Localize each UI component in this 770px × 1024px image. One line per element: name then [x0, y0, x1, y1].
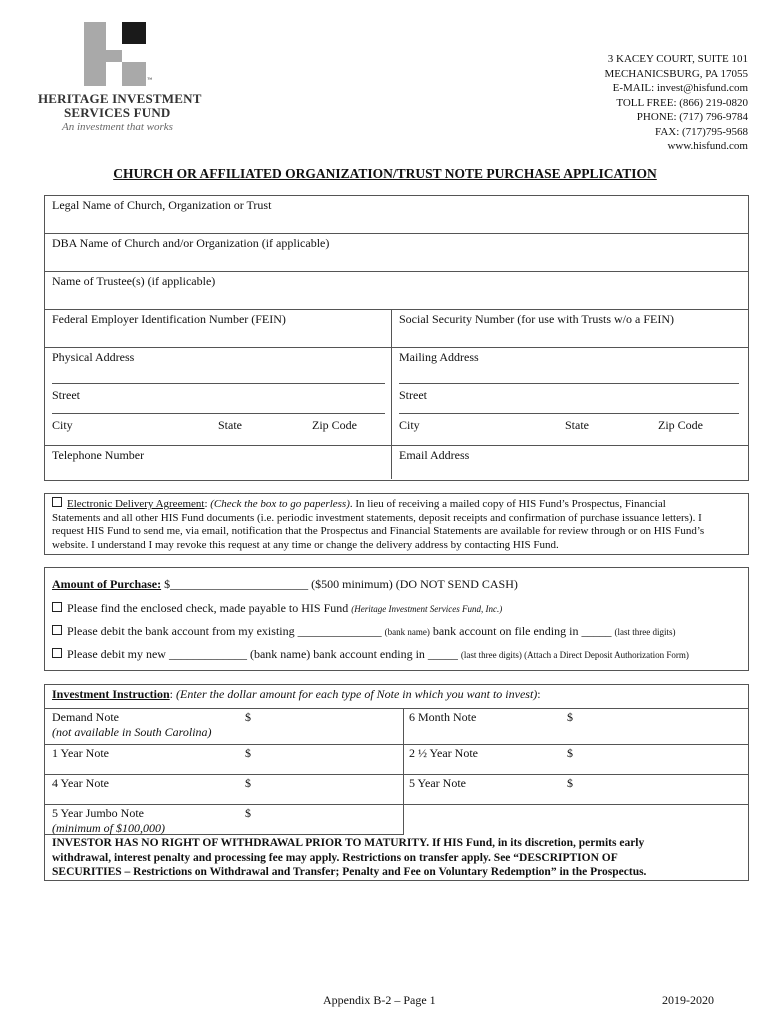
mailing-zip-field[interactable]: Zip Code	[658, 418, 703, 432]
document-year: 2019-2020	[662, 993, 714, 1007]
page-title: CHURCH OR AFFILIATED ORGANIZATION/TRUST NOTE PURCHASE APPLICATION	[113, 166, 657, 181]
option-new-account[interactable]: Please debit my new _____________ (bank name) bank account ending in _____ (last three digits) (Attach a Direct Deposit Authorization Form)	[52, 647, 689, 662]
two-half-year-note-label: 2 ½ Year Note	[409, 746, 478, 760]
mailing-state-field[interactable]: State	[565, 418, 589, 432]
trademark-symbol: ™	[147, 78, 152, 83]
logo-tagline: An investment that works	[62, 121, 173, 133]
check-option-checkbox[interactable]	[52, 602, 62, 612]
ssn-field[interactable]: Social Security Number (for use with Trusts w/o a FEIN)	[399, 312, 674, 326]
mailing-address-field[interactable]: Mailing Address	[399, 350, 479, 364]
physical-state-field[interactable]: State	[218, 418, 242, 432]
five-year-note-label: 5 Year Note	[409, 776, 466, 790]
physical-zip-field[interactable]: Zip Code	[312, 418, 357, 432]
two-half-year-note-amount[interactable]: $	[567, 746, 573, 760]
option-enclosed-check[interactable]: Please find the enclosed check, made payable to HIS Fund (Heritage Investment Services Fund, Inc.)	[52, 601, 502, 616]
one-year-note-label: 1 Year Note	[52, 746, 109, 760]
email-field[interactable]: Email Address	[399, 448, 470, 462]
four-year-note-amount[interactable]: $	[245, 776, 251, 790]
jumbo-note-label: 5 Year Jumbo Note	[52, 806, 144, 820]
option-existing-account[interactable]: Please debit the bank account from my existing ______________ (bank name) bank account on file ending in _____ (last three digits)	[52, 624, 675, 639]
dba-name-field[interactable]: DBA Name of Church and/or Organization (if applicable)	[52, 236, 330, 250]
five-year-note-amount[interactable]: $	[567, 776, 573, 790]
jumbo-note-minimum: (minimum of $100,000)	[52, 821, 165, 835]
jumbo-note-amount[interactable]: $	[245, 806, 251, 820]
fein-field[interactable]: Federal Employer Identification Number (FEIN)	[52, 312, 286, 326]
one-year-note-amount[interactable]: $	[245, 746, 251, 760]
existing-account-checkbox[interactable]	[52, 625, 62, 635]
demand-note-label: Demand Note	[52, 710, 119, 724]
demand-note-amount[interactable]: $	[245, 710, 251, 724]
telephone-field[interactable]: Telephone Number	[52, 448, 145, 462]
legal-name-field[interactable]: Legal Name of Church, Organization or Trust	[52, 198, 272, 212]
physical-address-field[interactable]: Physical Address	[52, 350, 135, 364]
six-month-note-label: 6 Month Note	[409, 710, 477, 724]
logo-mark	[84, 22, 146, 86]
contact-address: 3 KACEY COURT, SUITE 101 MECHANICSBURG, PA 17055 E-MAIL: invest@hisfund.com TOLL FREE: (866) 219-0820 PHONE: (717) 796-9784 FAX: (717)795-9568 www.hisfund.com	[604, 53, 748, 152]
trustee-name-field[interactable]: Name of Trustee(s) (if applicable)	[52, 274, 216, 288]
physical-street-field[interactable]: Street	[52, 388, 80, 402]
mailing-street-field[interactable]: Street	[399, 388, 427, 402]
mailing-city-field[interactable]: City	[399, 418, 420, 432]
six-month-note-amount[interactable]: $	[567, 710, 573, 724]
page-number: Appendix B-2 – Page 1	[323, 993, 436, 1007]
logo-name: HERITAGE INVESTMENT SERVICES FUND	[38, 91, 202, 120]
electronic-delivery-text: Electronic Delivery Agreement: (Check the box to go paperless). In lieu of receiving a mailed copy of HIS Fund’s Prospectus, Financial Statements and all other HIS Fund documents (i.e. periodic investment statements, deposit receipts and confirmation of purchase issuance letters). I request HIS Fund to send me, via email, notification that the Prospectus and Financial Statements are available for review through or on HIS Fund’s website. I understand I may revoke this request at any time or change the delivery address by contacting HIS Fund.	[52, 498, 705, 551]
physical-city-field[interactable]: City	[52, 418, 73, 432]
four-year-note-label: 4 Year Note	[52, 776, 109, 790]
new-account-checkbox[interactable]	[52, 648, 62, 658]
paperless-checkbox[interactable]	[52, 497, 62, 507]
demand-note-restriction: (not available in South Carolina)	[52, 725, 212, 739]
withdrawal-warning: INVESTOR HAS NO RIGHT OF WITHDRAWAL PRIOR TO MATURITY. If HIS Fund, in its discretion, permits early withdrawal, interest penalty and processing fee may apply. Restrictions on transfer apply. See “DESCRIPTION OF SECURITIES – Restrictions on Withdrawal and Transfer; Penalty and Fee on Voluntary Redemption” in the Prospectus.	[52, 837, 647, 878]
amount-of-purchase[interactable]: Amount of Purchase: $_______________________ ($500 minimum) (DO NOT SEND CASH)	[52, 577, 518, 591]
investment-heading: Investment Instruction: (Enter the dollar amount for each type of Note in which you want to invest):	[52, 687, 541, 701]
